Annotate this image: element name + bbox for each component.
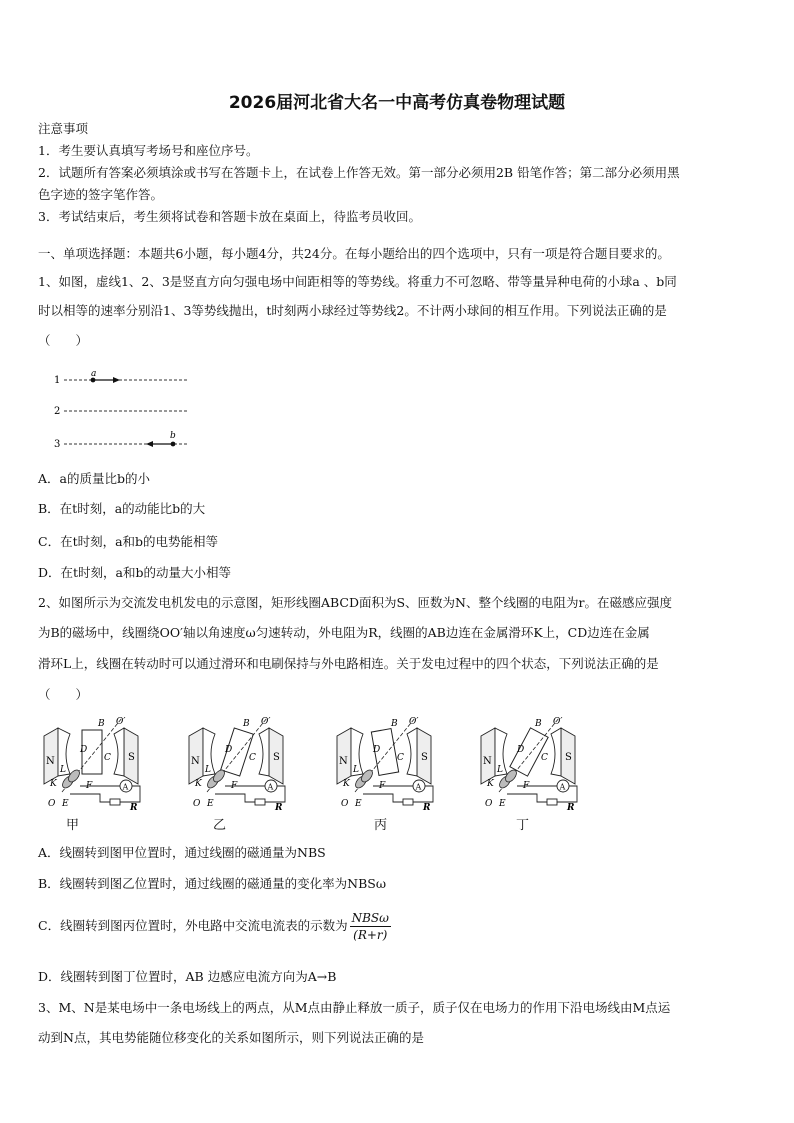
label-r: R [130,803,138,813]
q2-option-c-fraction [350,910,391,943]
label-k: K [50,779,57,789]
notice-item-1: 1．考生要认真填写考场号和座位序号。 [38,143,259,158]
label-s: S [128,752,135,763]
q1-equipotential-figure [50,368,195,454]
q2-option-b: B．线圈转到图乙位置时，通过线圈的磁通量的变化率为NBSω [38,876,387,891]
resistor-icon [403,799,413,805]
label-f: F [523,781,530,791]
label-f: F [231,781,238,791]
magnet-s-pole [551,728,561,776]
label-n: N [191,756,200,767]
q1-option-b: B．在t时刻，a的动能比b的大 [38,501,206,516]
q2-stem-line1: 2、如图所示为交流发电机发电的示意图，矩形线圈ABCD面积为S、匝数为N、整个线圈的电阻为r。在磁感应强度 [38,595,672,610]
label-r: R [423,803,431,813]
resistor-icon [110,799,120,805]
page-title: 2026届河北省大名一中高考仿真卷物理试题 [228,93,566,113]
label-k: K [487,779,494,789]
coil [510,728,548,776]
q1-bracket: （ ） [38,333,89,348]
label-k: K [343,779,350,789]
label-l: L [497,765,503,775]
label-n: N [483,756,492,767]
q2-generator-panel-ding [477,714,587,814]
label-o: O [193,799,201,809]
label-c: C [397,753,404,763]
label-o-prime: O′ [553,717,563,727]
q2-caption-bing: 丙 [374,818,388,833]
q1-line1-label: 1 [54,375,61,386]
q1-label-b: b [170,431,176,441]
label-l: L [60,765,66,775]
label-c: C [104,753,111,763]
q2-option-c [38,910,391,943]
label-b: B [98,719,105,729]
label-o-prime: O′ [116,717,126,727]
label-o: O [48,799,56,809]
notice-heading: 注意事项 [38,121,89,136]
q1-ball-b [171,442,176,447]
label-o-prime: O′ [261,717,271,727]
label-c: C [541,753,548,763]
q2-generator-panel-yi [185,714,295,814]
q3-stem-line1: 3、M、N是某电场中一条电场线上的两点，从M点由静止释放一质子，质子仅在电场力的作用下沿电场线由M点运 [38,1000,671,1015]
q1-line3-label: 3 [54,439,61,450]
label-o-prime: O′ [409,717,419,727]
label-d: D [80,745,88,755]
label-n: N [339,756,348,767]
q1-option-a: A．a的质量比b的小 [38,471,150,486]
q2-caption-ding: 丁 [516,818,530,833]
label-r: R [567,803,575,813]
label-b: B [243,719,250,729]
q2-stem-line3: 滑环L上，线圈在转动时可以通过滑环和电刷保持与外电路相连。关于发电过程中的四个状态，下列说法正确的是 [38,656,659,671]
magnet-s-pole [114,728,124,776]
label-b: B [391,719,398,729]
q2-option-c-text: C．线圈转到图丙位置时，外电路中交流电流表的示数为 [38,918,348,933]
label-k: K [195,779,202,789]
label-b: B [535,719,542,729]
notice-item-3: 3．考试结束后，考生须将试卷和答题卡放在桌面上，待监考员收回。 [38,209,421,224]
label-f: F [86,781,93,791]
label-c: C [249,753,256,763]
q1-line2-label: 2 [54,406,61,417]
label-ammeter: A [122,782,129,792]
q2-generator-panel-bing [333,714,443,814]
q2-stem-line2: 为B的磁场中，线圈绕OO′轴以角速度ω匀速转动，外电阻为R，线圈的AB边连在金属滑环K上，CD边连在金属 [38,625,650,640]
q2-generator-panel-jia [40,714,150,814]
section-heading: 一、单项选择题：本题共6小题，每小题4分，共24分。在每小题给出的四个选项中，只有一项是符合题目要求的。 [38,246,670,261]
label-s: S [565,752,572,763]
q2-caption-yi: 乙 [213,818,227,833]
q1-arrowhead-b [146,441,153,447]
label-l: L [353,765,359,775]
label-e: E [499,799,506,809]
notice-item-2-cont: 色字迹的签字笔作答。 [38,187,164,202]
q2-caption-jia: 甲 [66,818,80,833]
q1-option-c: C．在t时刻，a和b的电势能相等 [38,534,219,549]
label-o: O [485,799,493,809]
q2-option-c-denominator: (R+r) [353,928,388,942]
label-ammeter: A [267,782,274,792]
label-ammeter: A [559,782,566,792]
label-d: D [517,745,525,755]
label-e: E [62,799,69,809]
coil-frame [510,728,548,776]
label-r: R [275,803,283,813]
resistor-icon [255,799,265,805]
magnet-s-pole [259,728,269,776]
label-o: O [341,799,349,809]
label-s: S [421,752,428,763]
magnet-s-pole [407,728,417,776]
notice-item-2: 2．试题所有答案必须填涂或书写在答题卡上，在试卷上作答无效。第一部分必须用2B 铅笔作答；第二部分必须用黑 [38,165,680,180]
label-n: N [46,756,55,767]
q1-arrowhead-a [113,377,120,383]
label-s: S [273,752,280,763]
label-f: F [379,781,386,791]
label-d: D [373,745,381,755]
label-ammeter: A [415,782,422,792]
label-l: L [205,765,211,775]
resistor-icon [547,799,557,805]
q2-option-c-numerator: NBSω [351,911,389,925]
q1-option-d: D．在t时刻，a和b的动量大小相等 [38,565,231,580]
q2-generator-figures [40,714,580,814]
q1-label-a: a [91,369,97,379]
q3-stem-line2: 动到N点，其电势能随位移变化的关系如图所示，则下列说法正确的是 [38,1030,424,1045]
q2-option-a: A．线圈转到图甲位置时，通过线圈的磁通量为NBS [38,845,326,860]
label-d: D [225,745,233,755]
q1-stem-line1: 1、如图，虚线1、2、3是竖直方向匀强电场中间距相等的等势线。将重力不可忽略、带等量异种电荷的小球a 、b同 [38,274,677,289]
q2-option-d: D．线圈转到图丁位置时，AB 边感应电流方向为A→B [38,969,337,984]
label-e: E [355,799,362,809]
q1-stem-line2: 时以相等的速率分别沿1、3等势线抛出，t时刻两小球经过等势线2。不计两小球间的相互作用。下列说法正确的是 [38,303,667,318]
label-e: E [207,799,214,809]
q2-bracket: （ ） [38,687,89,702]
